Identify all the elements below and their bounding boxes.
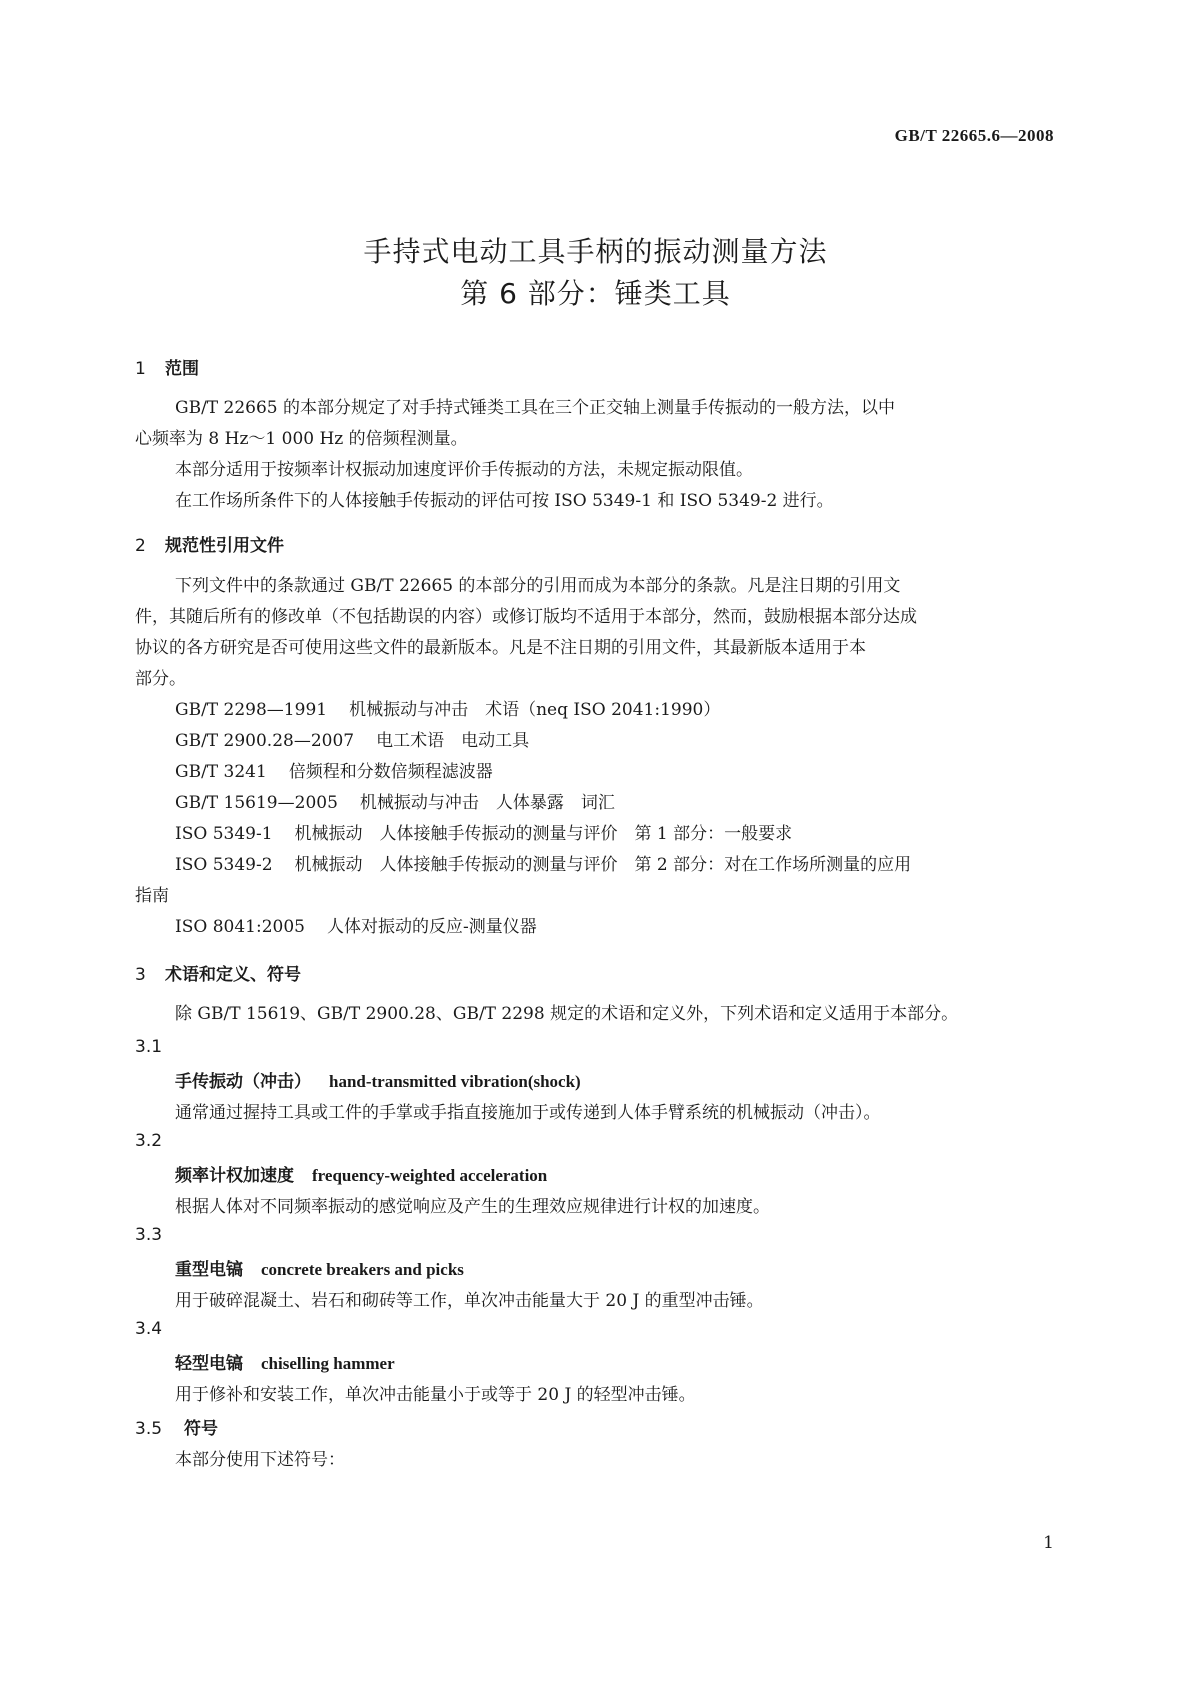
paragraph: GB/T 22665 的本部分规定了对手持式锤类工具在三个正交轴上测量手传振动的一般方法，以中 — [175, 398, 896, 418]
term-entry — [175, 1255, 464, 1280]
clause-number: 3.5 — [135, 1419, 163, 1439]
clause-number: 3.1 — [135, 1037, 163, 1057]
document-subtitle: 第 6 部分：锤类工具 — [460, 277, 731, 310]
term-en: hand-transmitted vibration(shock) — [329, 1072, 581, 1091]
symbols-heading — [135, 1414, 218, 1439]
section-title: 规范性引用文件 — [165, 536, 284, 556]
document-title: 手持式电动工具手柄的振动测量方法 — [363, 235, 828, 268]
section-3-heading — [135, 960, 301, 985]
section-title: 范围 — [165, 359, 199, 379]
reference-code: GB/T 15619—2005 — [175, 793, 338, 813]
section-1-heading — [135, 354, 199, 379]
reference-item — [175, 695, 720, 726]
term-definition: 通常通过握持工具或工件的手掌或手指直接施加于或传递到人体手臂系统的机械振动（冲击）。 — [175, 1103, 881, 1123]
reference-item — [175, 788, 615, 819]
reference-title: 人体对振动的反应-测量仪器 — [326, 917, 537, 937]
term-zh: 轻型电镐 — [175, 1354, 243, 1374]
term-zh: 重型电镐 — [175, 1260, 243, 1280]
term-entry — [175, 1161, 547, 1186]
paragraph: 心频率为 8 Hz～1 000 Hz 的倍频程测量。 — [135, 429, 468, 449]
reference-title: 电工术语 电动工具 — [376, 731, 530, 751]
term-zh: 频率计权加速度 — [175, 1166, 294, 1186]
clause-number: 3.4 — [135, 1319, 163, 1339]
term-definition: 用于修补和安装工作，单次冲击能量小于或等于 20 J 的轻型冲击锤。 — [175, 1385, 696, 1405]
symbols-title: 符号 — [184, 1419, 219, 1439]
section-2-heading — [135, 531, 284, 556]
reference-code: GB/T 2298—1991 — [175, 700, 328, 720]
paragraph: 协议的各方研究是否可使用这些文件的最新版本。凡是不注日期的引用文件，其最新版本适用于本 — [135, 638, 866, 658]
reference-title: 机械振动与冲击 术语（neq ISO 2041:1990） — [349, 700, 721, 720]
paragraph: 在工作场所条件下的人体接触手传振动的评估可按 ISO 5349-1 和 ISO 5349-2 进行。 — [175, 491, 834, 511]
reference-code: ISO 5349-2 — [175, 855, 273, 875]
term-definition: 根据人体对不同频率振动的感觉响应及产生的生理效应规律进行计权的加速度。 — [175, 1197, 770, 1217]
reference-item — [175, 726, 529, 757]
term-en: concrete breakers and picks — [261, 1260, 464, 1279]
term-entry — [175, 1349, 395, 1374]
clause-number: 3.3 — [135, 1225, 163, 1245]
reference-code: GB/T 2900.28—2007 — [175, 731, 355, 751]
paragraph: 件，其随后所有的修改单（不包括勘误的内容）或修订版均不适用于本部分，然而，鼓励根据本部分达成 — [135, 607, 917, 627]
paragraph: 本部分使用下述符号： — [175, 1450, 345, 1470]
reference-title: 机械振动 人体接触手传振动的测量与评价 第 1 部分：一般要求 — [294, 824, 793, 844]
paragraph: 除 GB/T 15619、GB/T 2900.28、GB/T 2298 规定的术语和定义外，下列术语和定义适用于本部分。 — [175, 1004, 959, 1024]
page-number: 1 — [1043, 1533, 1054, 1553]
paragraph: 本部分适用于按频率计权振动加速度评价手传振动的方法，未规定振动限值。 — [175, 460, 753, 480]
reference-item — [175, 819, 792, 850]
section-number: 1 — [135, 359, 146, 379]
section-number: 2 — [135, 536, 146, 556]
term-en: chiselling hammer — [261, 1354, 395, 1373]
paragraph: 下列文件中的条款通过 GB/T 22665 的本部分的引用而成为本部分的条款。凡是注日期的引用文 — [175, 576, 901, 596]
reference-code: GB/T 3241 — [175, 762, 267, 782]
standard-code: GB/T 22665.6—2008 — [894, 126, 1054, 145]
reference-item — [175, 757, 493, 788]
reference-title: 机械振动与冲击 人体暴露 词汇 — [359, 793, 615, 813]
section-title: 术语和定义、符号 — [165, 965, 301, 985]
reference-item — [175, 912, 537, 943]
reference-code: ISO 8041:2005 — [175, 917, 305, 937]
clause-number: 3.2 — [135, 1131, 163, 1151]
term-zh: 手传振动（冲击） — [175, 1072, 311, 1092]
reference-continuation: 指南 — [135, 886, 169, 906]
reference-title: 倍频程和分数倍频程滤波器 — [288, 762, 493, 782]
reference-item — [175, 850, 911, 881]
reference-title: 机械振动 人体接触手传振动的测量与评价 第 2 部分：对在工作场所测量的应用 — [294, 855, 912, 875]
term-entry — [175, 1067, 581, 1092]
section-number: 3 — [135, 965, 146, 985]
paragraph: 部分。 — [135, 669, 186, 689]
term-definition: 用于破碎混凝土、岩石和砌砖等工作，单次冲击能量大于 20 J 的重型冲击锤。 — [175, 1291, 764, 1311]
reference-code: ISO 5349-1 — [175, 824, 273, 844]
term-en: frequency-weighted acceleration — [312, 1166, 548, 1185]
